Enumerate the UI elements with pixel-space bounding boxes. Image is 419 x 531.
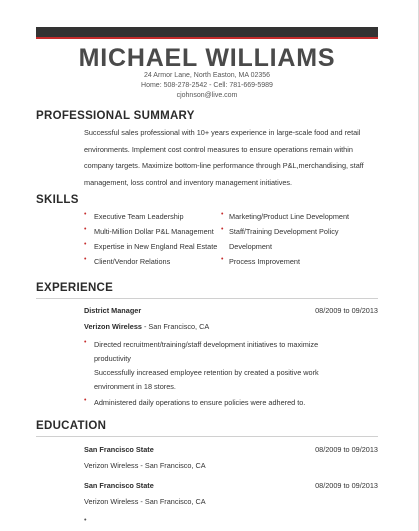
- skills-heading: SKILLS: [36, 194, 79, 206]
- experience-heading: EXPERIENCE: [36, 282, 114, 294]
- job-employer: [84, 322, 209, 331]
- skill-item: Staff/Training Development Policy: [229, 227, 339, 236]
- summary-text: Successful sales professional with 10+ years experience in large-scale food and retail environments. Implement cost control measures to ensure operations remain within company targets. Maximize bottom-line performance through P&L,merchandising, staff management, loss control and inventory management initiatives.: [84, 128, 364, 187]
- bullet-icon: •: [84, 226, 87, 233]
- skill-item: Client/Vendor Relations: [94, 257, 171, 266]
- divider: [36, 436, 378, 437]
- education-detail: Verizon Wireless - San Francisco, CA: [84, 497, 206, 506]
- education-dates: 08/2009 to 09/2013: [315, 445, 378, 454]
- job-bullet: Administered daily operations to ensure policies were adhered to.: [94, 398, 306, 407]
- job-bullet: Successfully increased employee retention by created a positive work: [94, 368, 319, 377]
- skill-item: Expertise in New England Real Estate: [94, 242, 218, 251]
- job-title: District Manager: [84, 306, 142, 315]
- bullet-icon: •: [84, 256, 87, 263]
- skill-item: Executive Team Leadership: [94, 212, 184, 221]
- email: cjohnson@live.com: [176, 92, 238, 99]
- education-detail: Verizon Wireless - San Francisco, CA: [84, 461, 206, 470]
- school-name: San Francisco State: [84, 481, 154, 490]
- address: 24 Armor Lane, North Easton, MA 02356: [143, 72, 271, 79]
- skill-item: Marketing/Product Line Development: [229, 212, 350, 221]
- bullet-icon: •: [84, 339, 87, 346]
- bullet-icon: •: [221, 226, 224, 233]
- bullet-icon: •: [221, 256, 224, 263]
- job-location: - San Francisco, CA: [141, 322, 210, 331]
- bullet-icon: •: [84, 241, 87, 248]
- phone-numbers: Home: 508-278-2542 - Cell: 781-669-5989: [141, 82, 273, 89]
- bullet-icon: •: [221, 211, 224, 218]
- job-bullet: Directed recruitment/training/staff development initiatives to maximize: [94, 340, 319, 349]
- candidate-name: MICHAEL WILLIAMS: [78, 44, 336, 72]
- header-bar: [36, 27, 378, 37]
- header-accent-line: [36, 37, 378, 39]
- skill-item: Multi-Million Dollar P&L Management: [94, 227, 214, 236]
- skill-item: Process Improvement: [229, 257, 300, 266]
- school-name: San Francisco State: [84, 445, 154, 454]
- education-dates: 08/2009 to 09/2013: [315, 481, 378, 490]
- job-bullet-continued: productivity: [94, 354, 131, 363]
- divider: [36, 298, 378, 299]
- job-bullet-continued: environment in 18 stores.: [94, 382, 176, 391]
- company-name: Verizon Wireless: [84, 322, 142, 331]
- skill-item: Development: [229, 242, 272, 251]
- job-dates: 08/2009 to 09/2013: [315, 306, 378, 315]
- bullet-icon: •: [84, 397, 87, 404]
- trailing-bullet: •: [84, 515, 87, 524]
- bullet-icon: •: [84, 211, 87, 218]
- education-heading: EDUCATION: [36, 420, 107, 432]
- summary-heading: PROFESSIONAL SUMMARY: [36, 110, 195, 122]
